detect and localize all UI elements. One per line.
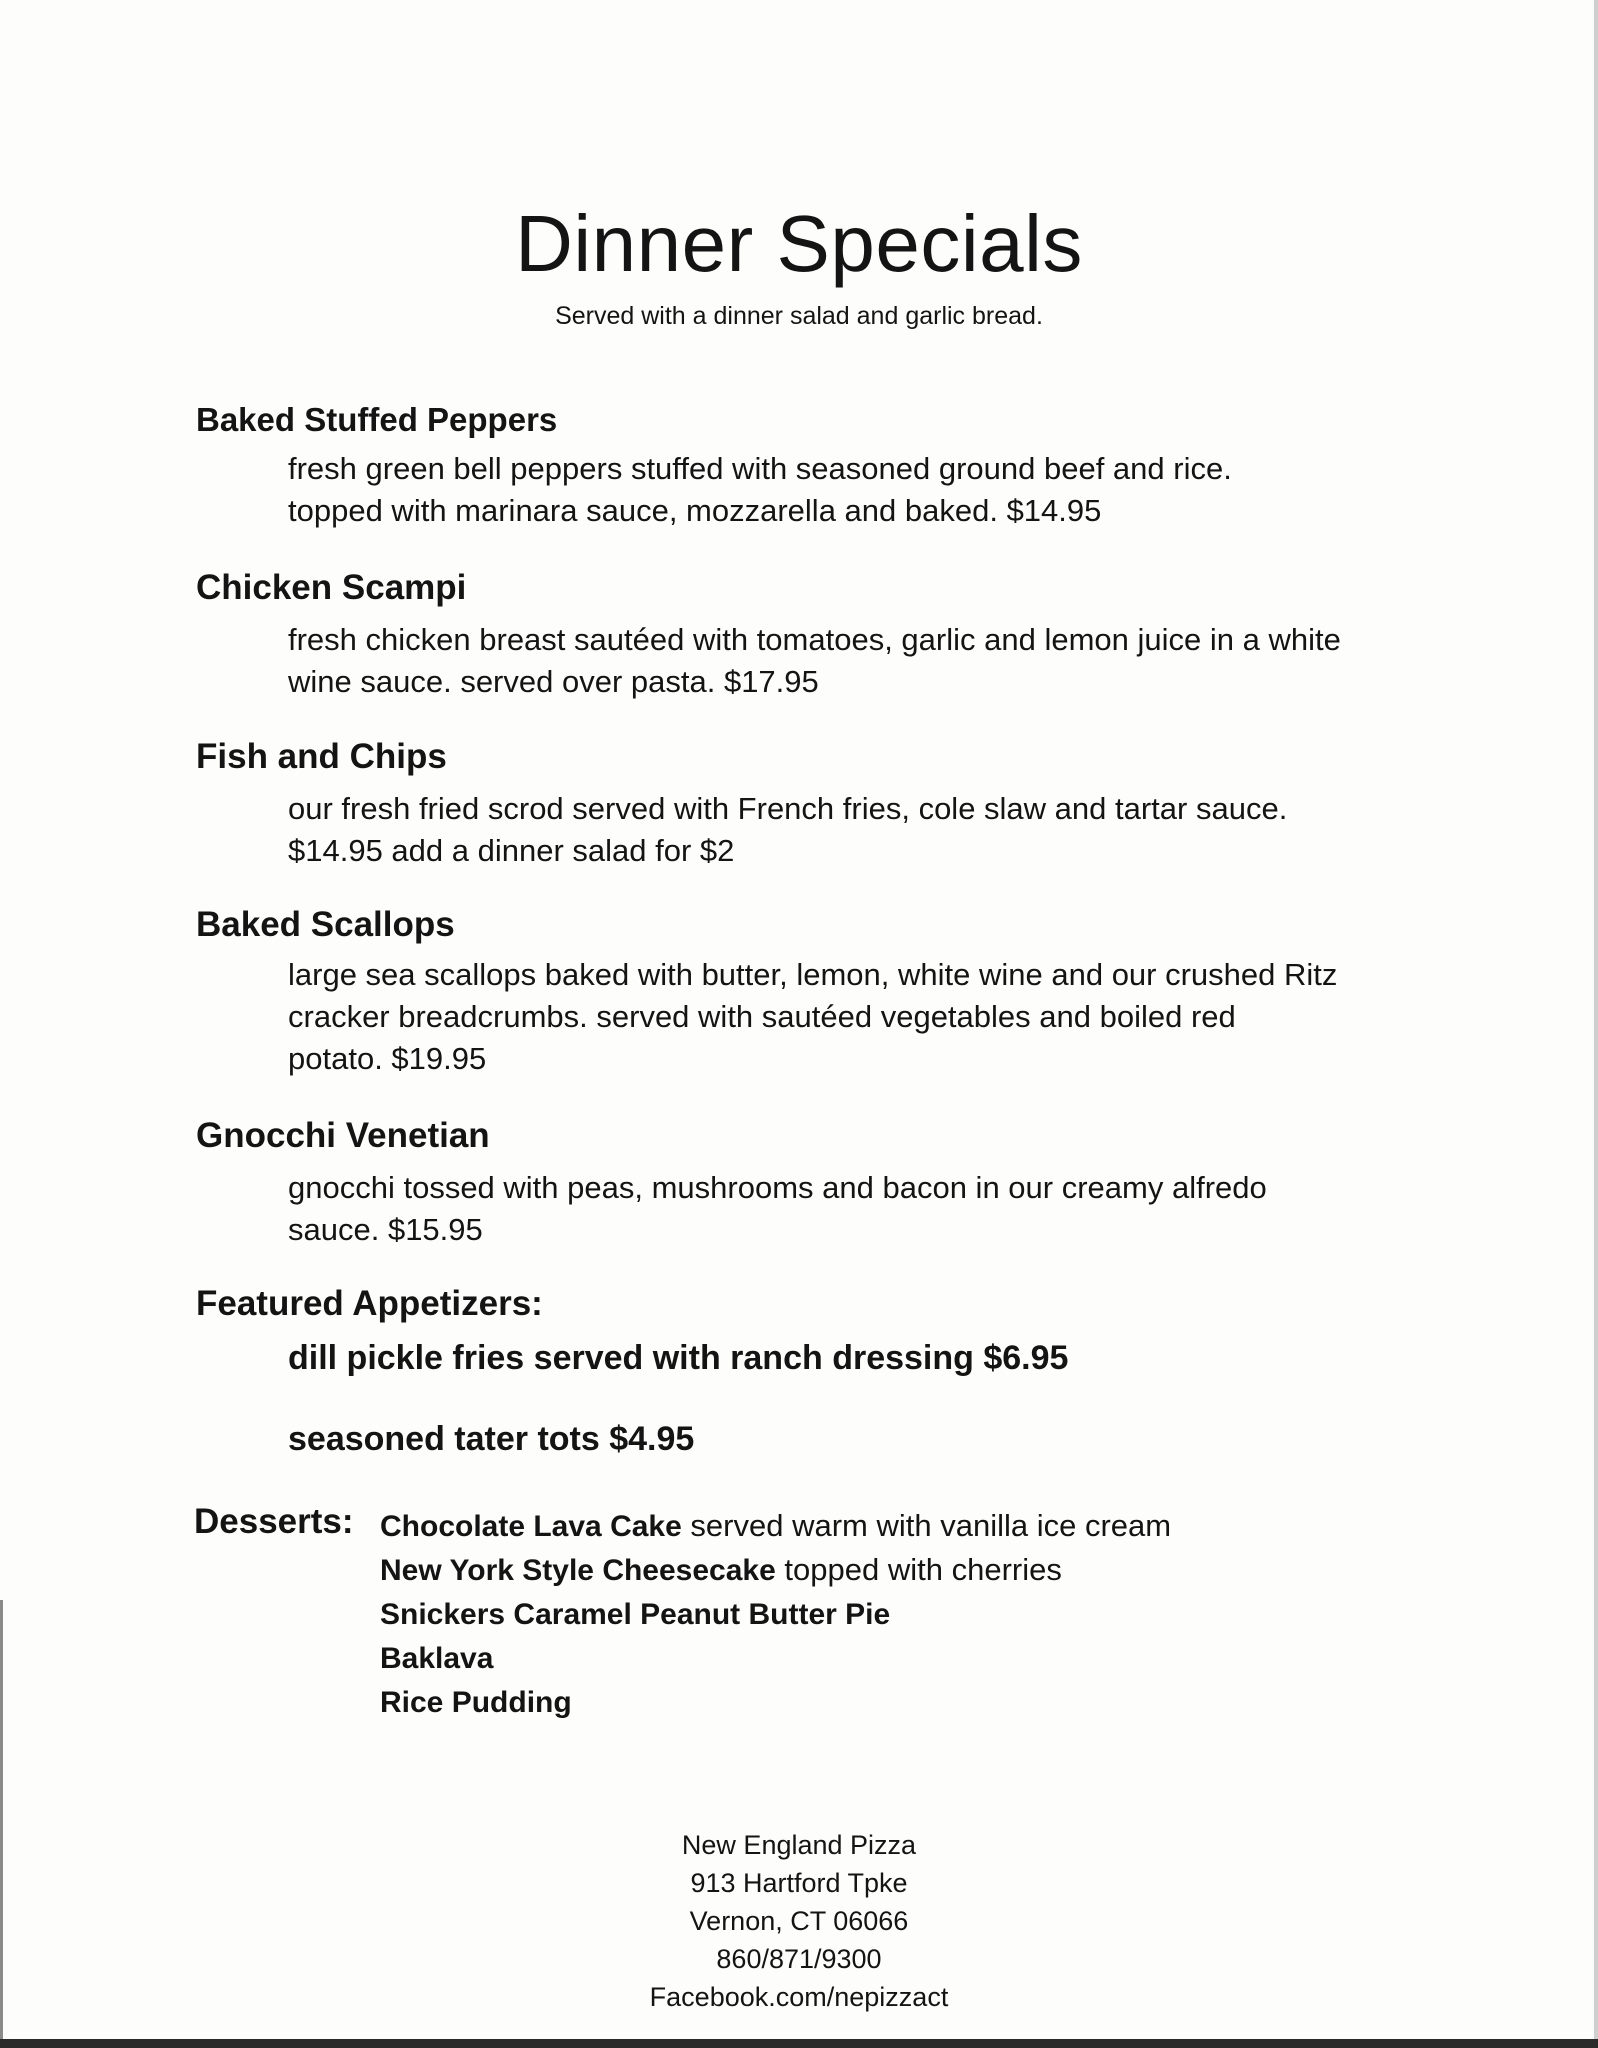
description-line: potato. $19.95: [288, 1041, 487, 1076]
appetizer-item: seasoned tater tots $4.95: [288, 1420, 695, 1458]
description-line: cracker breadcrumbs. served with sautéed vegetables and boiled red: [288, 999, 1236, 1034]
dessert-list: [380, 1504, 1171, 1724]
description-line: $14.95 add a dinner salad for $2: [288, 833, 735, 868]
description-line: topped with marinara sauce, mozzarella and baked. $14.95: [288, 493, 1102, 528]
appetizer-item: dill pickle fries served with ranch dressing $6.95: [288, 1339, 1069, 1377]
dessert-name: Chocolate Lava Cake: [380, 1510, 682, 1543]
special-name: Chicken Scampi: [196, 568, 467, 607]
dessert-item: [380, 1592, 1171, 1636]
dessert-name: Baklava: [380, 1642, 494, 1675]
description-line: our fresh fried scrod served with French fries, cole slaw and tartar sauce.: [288, 791, 1288, 826]
special-name: Baked Scallops: [196, 905, 455, 944]
dessert-item: [380, 1548, 1171, 1592]
dessert-note: served warm with vanilla ice cream: [690, 1508, 1172, 1543]
dessert-item: [380, 1680, 1171, 1724]
street-address: 913 Hartford Tpke: [690, 1868, 908, 1898]
special-name: Gnocchi Venetian: [196, 1116, 490, 1155]
special-description: [288, 954, 1438, 1080]
desserts-heading: Desserts:: [194, 1502, 354, 1541]
city-state-zip: Vernon, CT 06066: [689, 1906, 909, 1936]
phone-number: 860/871/9300: [716, 1944, 882, 1974]
restaurant-name: New England Pizza: [681, 1830, 917, 1860]
description-line: gnocchi tossed with peas, mushrooms and bacon in our creamy alfredo: [288, 1170, 1267, 1205]
page-title: Dinner Specials: [515, 199, 1083, 288]
facebook-page: Facebook.com/nepizzact: [649, 1982, 949, 2012]
dessert-name: Snickers Caramel Peanut Butter Pie: [380, 1598, 891, 1631]
restaurant-info: [0, 1826, 1598, 2016]
special-name: Baked Stuffed Peppers: [196, 401, 558, 438]
description-line: fresh chicken breast sautéed with tomatoes, garlic and lemon juice in a white: [288, 622, 1341, 657]
dessert-item: [380, 1504, 1171, 1548]
special-description: [288, 619, 1438, 703]
dessert-note: topped with cherries: [784, 1552, 1062, 1587]
special-description: [288, 1167, 1438, 1251]
dessert-name: Rice Pudding: [380, 1686, 572, 1719]
description-line: wine sauce. served over pasta. $17.95: [288, 664, 819, 699]
special-description: [288, 448, 1438, 532]
special-name: Fish and Chips: [196, 737, 447, 776]
description-line: large sea scallops baked with butter, lemon, white wine and our crushed Ritz: [288, 957, 1338, 992]
special-description: [288, 788, 1438, 872]
page-subtitle: Served with a dinner salad and garlic bread.: [555, 302, 1043, 330]
dessert-name: New York Style Cheesecake: [380, 1554, 776, 1587]
dessert-item: [380, 1636, 1171, 1680]
appetizers-heading: Featured Appetizers:: [196, 1284, 543, 1323]
scan-edge-bottom: [0, 2039, 1598, 2048]
description-line: fresh green bell peppers stuffed with seasoned ground beef and rice.: [288, 451, 1232, 486]
description-line: sauce. $15.95: [288, 1212, 483, 1247]
